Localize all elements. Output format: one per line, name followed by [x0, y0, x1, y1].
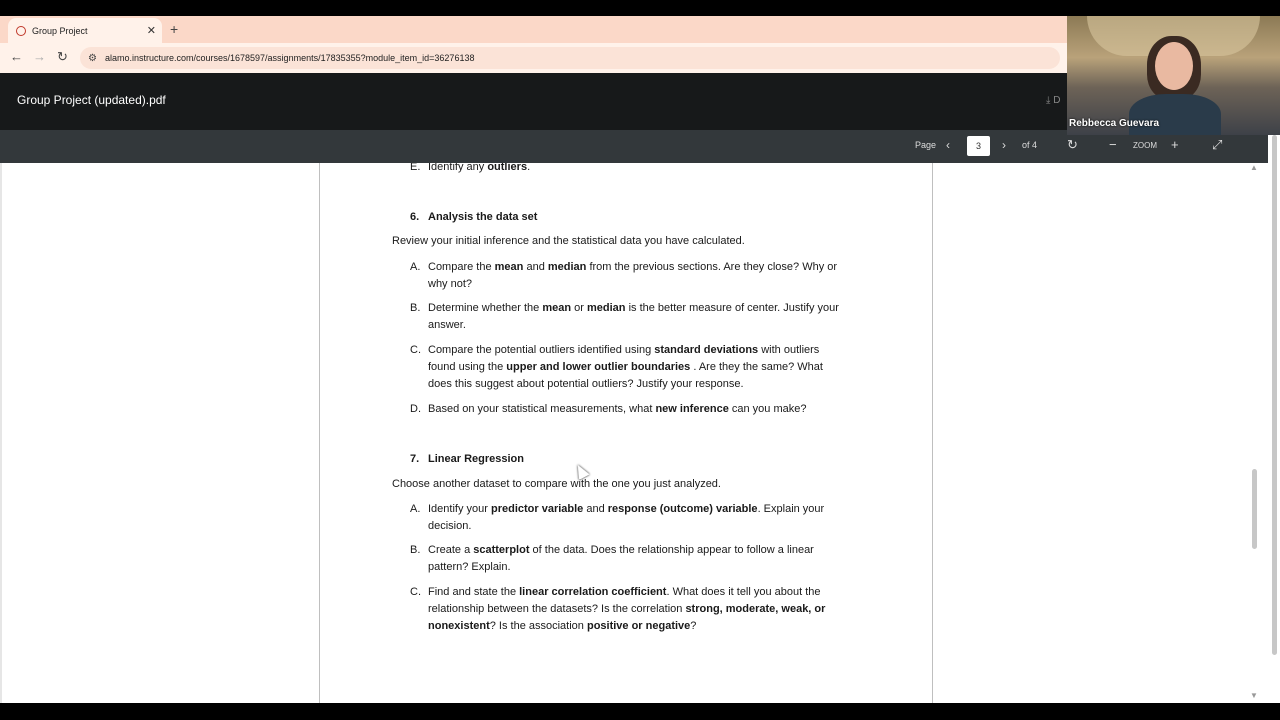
screen-top-border [0, 0, 1280, 16]
download-label: D [1053, 95, 1061, 106]
close-tab-icon[interactable]: ✕ [146, 25, 156, 37]
item-6d-label: D. [410, 403, 421, 415]
page-scrollbar[interactable] [1268, 135, 1280, 703]
pdf-scrollbar[interactable] [1248, 163, 1262, 703]
viewer-left-edge [0, 163, 2, 703]
presenter-face [1155, 42, 1193, 90]
url-text: alamo.instructure.com/courses/1678597/assignments/17835355?module_item_id=36276138 [104, 53, 475, 63]
page-count: of 4 [1022, 140, 1038, 150]
prev-page-icon[interactable]: ‹ [946, 138, 950, 152]
scroll-up-icon[interactable]: ▲ [1250, 163, 1258, 172]
item-6b-label: B. [410, 302, 421, 314]
section-6-intro: Review your initial inference and the statistical data you have calculated. [392, 235, 745, 247]
item-e-label: E. [410, 163, 421, 173]
item-7c-label: C. [410, 586, 421, 598]
item-6c-label: C. [410, 344, 421, 356]
zoom-out-icon[interactable]: − [1109, 137, 1117, 152]
section-6-title: Analysis the data set [428, 211, 538, 223]
fullscreen-icon[interactable]: ⤢ [1212, 137, 1223, 152]
item-7b-line-2: pattern? Explain. [428, 561, 511, 573]
item-7c-line-2: relationship between the datasets? Is the correlation strong, moderate, weak, or [428, 603, 826, 615]
item-e-text: Identify any outliers. [428, 163, 531, 173]
item-6c-line-3: does this suggest about potential outliers? Justify your response. [428, 378, 744, 390]
next-page-icon[interactable]: › [1002, 138, 1006, 152]
item-7a-label: A. [410, 503, 421, 515]
item-6d-line-1: Based on your statistical measurements, what new inference can you make? [428, 403, 807, 415]
tab-title: Group Project [32, 25, 88, 36]
zoom-in-icon[interactable]: + [1171, 137, 1179, 152]
section-7-intro: Choose another dataset to compare with the one you just analyzed. [392, 478, 721, 490]
item-6c-line-1: Compare the potential outliers identified using standard deviations with outliers [428, 344, 820, 356]
canvas-favicon-icon [16, 26, 26, 36]
item-7c-line-3: nonexistent? Is the association positive or negative? [428, 620, 697, 632]
item-7a-line-1: Identify your predictor variable and response (outcome) variable. Explain your [428, 503, 825, 515]
pdf-scroll-thumb[interactable] [1252, 469, 1257, 549]
rotate-icon[interactable]: ↻ [1067, 137, 1078, 152]
item-6c-line-2: found using the upper and lower outlier boundaries . Are they the same? What [428, 361, 823, 373]
download-button[interactable]: ⤓ D [1046, 95, 1061, 106]
pdf-page [319, 163, 933, 703]
item-6a-line-2: why not? [428, 278, 473, 290]
webcam-overlay [1067, 16, 1280, 135]
item-7b-line-1: Create a scatterplot of the data. Does the relationship appear to follow a linear [428, 544, 814, 556]
item-6a-label: A. [410, 261, 421, 273]
scroll-down-icon[interactable]: ▼ [1250, 691, 1258, 700]
item-6a-line-1: Compare the mean and median from the previous sections. Are they close? Why or [428, 261, 838, 273]
presenter-name: Rebbecca Guevara [1069, 118, 1160, 129]
file-title: Group Project (updated).pdf [17, 93, 166, 107]
forward-icon[interactable]: → [33, 49, 46, 64]
page-label: Page [915, 140, 937, 150]
new-tab-icon[interactable]: + [170, 21, 179, 37]
pdf-viewer[interactable] [0, 163, 1280, 703]
url-field[interactable] [80, 47, 1060, 69]
section-7-number: 7. [410, 453, 420, 465]
page-number-input[interactable]: 3 [967, 136, 990, 156]
section-6-number: 6. [410, 211, 420, 223]
item-6b-line-2: answer. [428, 319, 466, 331]
item-7a-line-2: decision. [428, 520, 472, 532]
section-7-title: Linear Regression [428, 453, 524, 465]
zoom-label: ZOOM [1133, 141, 1157, 150]
item-7b-label: B. [410, 544, 421, 556]
site-info-icon[interactable]: ⚙ [88, 52, 97, 64]
screen-bottom-border [0, 703, 1280, 720]
reload-icon[interactable]: ↻ [57, 49, 68, 64]
item-7c-line-1: Find and state the linear correlation coefficient. What does it tell you about the [428, 586, 821, 598]
page-scroll-thumb[interactable] [1272, 135, 1277, 655]
back-icon[interactable]: ← [10, 49, 23, 64]
browser-tab[interactable] [8, 18, 162, 43]
item-6b-line-1: Determine whether the mean or median is the better measure of center. Justify your [428, 302, 839, 314]
